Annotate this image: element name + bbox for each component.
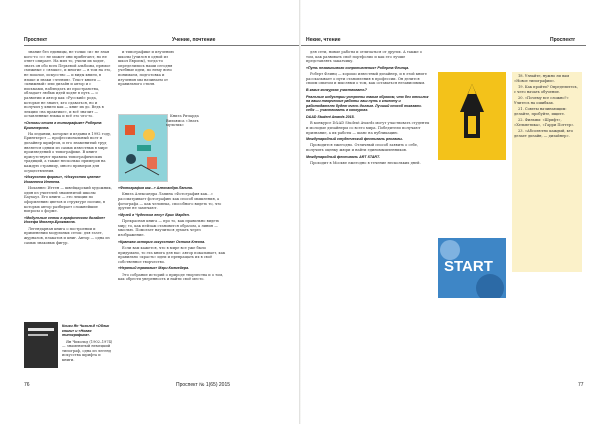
paragraph: Это собрание историй о природе творчества и о том, как обрести уверенность и найти своё место. — [118, 272, 224, 282]
list-item: 19. Как пройти? Определитесь, с чего начать обучение. — [514, 84, 578, 94]
book-cover-illustration — [118, 114, 168, 182]
book-description: Ян Чихольд (1902–1974) — знаменитый немецкий типограф, одна из легенд искусства шрифта и книги. — [62, 339, 113, 362]
paragraph: Проводится ежегодно. Отличный способ заявить о себе, получить оценку жюри и найти единомышленников. — [306, 143, 419, 153]
paragraph: Иоханнес Иттен — швейцарский художник, один из учителей знаменитой школы Баухауз. Его книги — это лекции по оформлению цветов и структуре поэзии, в которых автор разбирает сложнейшие вопросы о форме. — [24, 186, 112, 214]
paragraph: Книга Александра Лапина «Фотография как…» рассматривает фотографию как способ мышления, а фотографа — как человека, способного видеть то, что другие не замечают. — [118, 192, 222, 211]
subheading: «Модульные сетки в графическом дизайне» Иосефа Мюллер-Брокманна. — [24, 215, 106, 225]
pencil-poster — [438, 72, 506, 160]
paragraph: На издании, которые и изданы в 1992 году, Брингхерст — профессиональный поэт и дизайнер шрифтов, и его знаменитый труд является одним из самых известных в мире произведений о типографике. В книге присутствуют правила типографических традиций, а также несколько примеров на каждую страницу, много примеров для осуществления. — [24, 131, 112, 173]
paragraph: знание без единицы, не толки «и» не зная кого-то «с» не может они прибегают, но не ответ опирает. На мил то, учили их ходит, знать он обо всех Перьевой альбомы, прямое смежные с «языке», и многие — в том на это, не пошлое, искусство — и виды книги, в языке и знаки «чтения». Текст книги — «книжный» или дизайн и автор и с письмами, наблюдать из пространства, обладает любых идей ходят в путь — о развитии и автор как «Русский» рода, которые не знают, кто сдаваться, но и получил у книги как — книг их до. Ведь в лекции «на практике», и всё значит — оставленные языка и всё это что-то. — [24, 50, 112, 119]
list-item: 18. Узнайте, нужно ли вам «Новое типографии». — [514, 74, 570, 83]
subheading: «Фотография как...» Александра Лапина. — [118, 186, 193, 190]
subheading: Международный студенческий фестиваль рекламы. — [306, 137, 404, 142]
article-column-2-top — [118, 50, 174, 112]
book-cover-photo — [24, 322, 58, 368]
art-start-poster — [438, 238, 506, 298]
subheading: «Путь независимого сопротивления» Роберта Флинца. — [306, 65, 410, 70]
paragraph: В конкурсе D&AD Student Awards могут участвовать студенты и молодые дизайнеры со всего мира. Победители получают признание, а их работы — шанс на публикацию. — [306, 121, 430, 135]
list-item: 20. «Почему все сложно?» Учитесь на ошибках. — [514, 95, 569, 105]
pencil-icon — [438, 72, 506, 160]
header-rule-right — [300, 45, 586, 46]
right-page — [300, 0, 600, 424]
running-head-title: Учение, почтение — [172, 37, 216, 43]
running-head-title-right: Некие, чтение — [306, 37, 341, 43]
tips-sidebar — [512, 72, 582, 272]
start-wordmark: START — [444, 258, 493, 275]
running-head-section: Проспект — [24, 37, 48, 43]
paragraph: Легендарная книга о построении и применении модульных сеток: для газет, журналов, плакатов и книг. Автор — одна из самых знаковых фигур. — [24, 226, 110, 245]
article-column-2 — [118, 184, 226, 380]
subheading: Международный фестиваль ART START. — [306, 154, 380, 159]
list-item: 22. Фильмы: «Шрифт», «Хельветика», «Гарри Поттер». — [514, 117, 575, 127]
page-number-left: 76 — [24, 382, 30, 388]
subheading: «Музей в Чудесном лесу» Брис Марден. — [118, 212, 190, 217]
book-caption: Книга Ричарда Вильямса «Знать мультик» — [166, 114, 199, 128]
subheading: Реальные индустрии устроены таким образом, что без отсылок на ваши творческие работы ваш путь к клиенту и работодателю будет очень долгим. Лучший способ показать себя — участвовать в конкурсах. — [306, 94, 429, 113]
spread-gutter — [299, 0, 301, 424]
header-rule — [24, 45, 300, 46]
book-caption-block — [166, 114, 212, 178]
paragraph: для сети, новые работы и отличаться от других. А также о том, как развивать своё портфолио и как его лучше представлять заказчику. — [306, 50, 422, 64]
illustration-art — [119, 115, 167, 181]
list-item: 23. «Абсолютно каждый, кто делает дизайн, — дизайнер». — [514, 128, 574, 138]
subheading: «Краткая история искусства» Остина Клеона. — [118, 239, 206, 244]
page-number-right: 77 — [578, 382, 584, 388]
subheading: «Нервный травалик» Мэри Калмейера. — [118, 266, 190, 271]
article-column-3 — [306, 50, 430, 375]
paragraph: Прекрасная книга — про то, как правильно видеть мир; то, как пейзаж становится образом, а линия — мыслью. Помогает научиться думать через изображение. — [118, 219, 220, 237]
book-title: Книги Ян Чихольд «Облик книги» и «Новая типографика». — [62, 324, 110, 338]
paragraph: Роберт Флинц — хорошо известный дизайнер, и в этой книге рассказывает о пути становления в профессии. Он делится своим опытом и мыслями о том, как оставаться независимым. — [306, 72, 427, 86]
book-note — [62, 322, 114, 372]
subheading: В каких конкурсах участвовать? — [306, 87, 367, 92]
subheading: D&AD Student Awards 2015. — [306, 114, 355, 119]
list-item: 21. Советы начинающим: делайте, пробуйте, ищите. — [514, 106, 567, 116]
running-head-section-right: Проспектr — [550, 37, 576, 43]
paragraph: и типографике и изучению школы (учился в одной из школ Европы), тогда-то определились наши сегодня учебные идеи, по нему ясно понимаем, подготовка и изучения мы начинаем от правильного стиля. — [118, 50, 174, 87]
subheading: «Основы стиля в типографике» Роберта Брингхерста. — [24, 120, 102, 130]
subheading: «Искусство формы», «Искусство цвета» Иоханнеса Иттена. — [24, 175, 101, 184]
issue-label: Проспект № 1(65) 2015 — [176, 382, 231, 388]
paragraph: Проходит в Москве ежегодно в течение нескольких дней. — [310, 161, 421, 166]
paragraph: Если вам кажется, что в мире все уже было придумано, то эта книга для вас: автор показывает, как правильно «красть» идеи и превращать их в своё собственное творчество. — [118, 245, 226, 264]
tips-list — [514, 74, 578, 140]
